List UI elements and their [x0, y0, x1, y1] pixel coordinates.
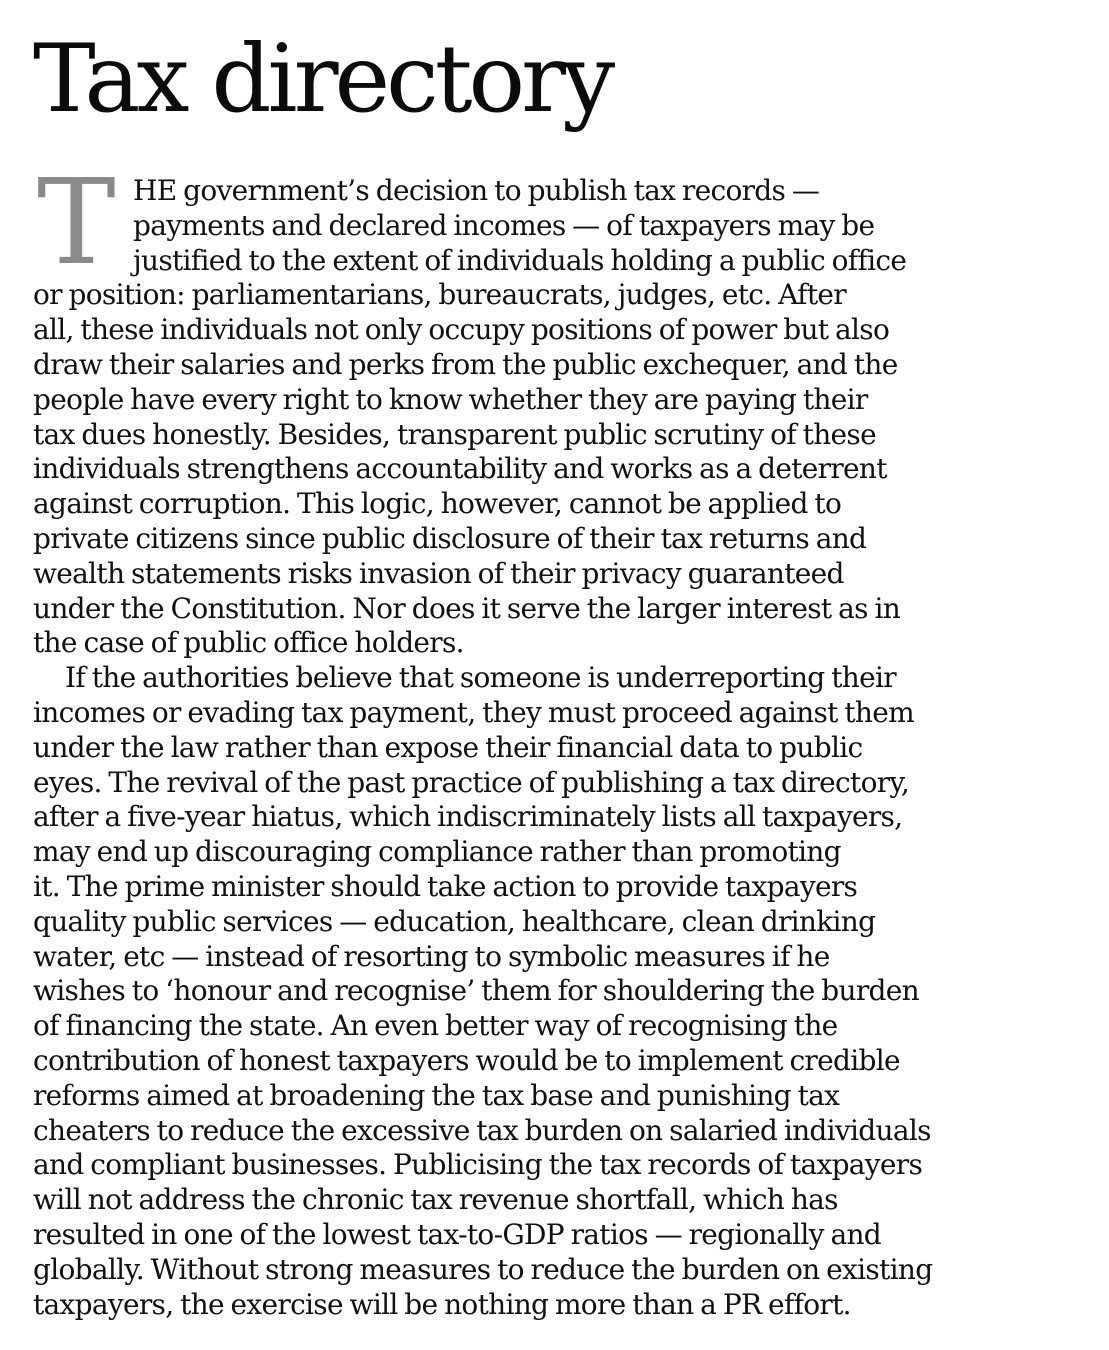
text-line: and compliant businesses. Publicising the tax records of taxpayers — [33, 1148, 923, 1182]
text-line: private citizens since public disclosure of their tax returns and — [33, 521, 867, 555]
text-line: wealth statements risks invasion of their privacy guaranteed — [33, 556, 844, 590]
paragraph-1 — [33, 153, 1089, 661]
text-line: payments and declared incomes — of taxpayers may be — [133, 208, 875, 242]
text-line: cheaters to reduce the excessive tax burden on salaried individuals — [33, 1113, 931, 1147]
article — [33, 20, 1089, 1322]
text-line: reforms aimed at broadening the tax base and punishing tax — [33, 1078, 840, 1112]
text-line: under the law rather than expose their financial data to public — [33, 730, 863, 764]
text-line: or position: parliamentarians, bureaucrats, judges, etc. After — [33, 278, 846, 312]
text-line: wishes to ‘honour and recognise’ them for shouldering the burden — [33, 974, 919, 1008]
headline: Tax directory — [33, 25, 612, 134]
text-line: incomes or evading tax payment, they must proceed against them — [33, 695, 914, 729]
drop-cap-block — [33, 153, 1089, 291]
text-line: individuals strengthens accountability and works as a deterrent — [33, 452, 887, 486]
drop-cap: T — [37, 153, 116, 291]
text-line: quality public services — education, healthcare, clean drinking — [33, 904, 876, 938]
text-line: contribution of honest taxpayers would be to implement credible — [33, 1043, 900, 1077]
text-line: eyes. The revival of the past practice of publishing a tax directory, — [33, 765, 910, 799]
text-line: may end up discouraging compliance rather than promoting — [33, 835, 841, 869]
text-line: against corruption. This logic, however, cannot be applied to — [33, 487, 842, 521]
text-line: under the Constitution. Nor does it serve the larger interest as in — [33, 591, 901, 625]
text-line: If the authorities believe that someone is underreporting their — [65, 661, 896, 695]
paragraph-2 — [33, 661, 1089, 1322]
drop-cap-lines — [133, 174, 906, 278]
text-line: draw their salaries and perks from the public exchequer, and the — [33, 347, 898, 381]
text-line: HE government’s decision to publish tax records — — [133, 174, 820, 207]
text-line: tax dues honestly. Besides, transparent public scrutiny of these — [33, 417, 876, 451]
text-line: people have every right to know whether they are paying their — [33, 382, 868, 416]
text-line: of financing the state. An even better way of recognising the — [33, 1009, 838, 1043]
text-line: will not address the chronic tax revenue shortfall, which has — [33, 1183, 838, 1217]
text-line: resulted in one of the lowest tax-to-GDP ratios — regionally and — [33, 1217, 881, 1251]
text-line: it. The prime minister should take action to provide taxpayers — [33, 869, 858, 903]
text-line: justified to the extent of individuals holding a public office — [133, 243, 907, 277]
text-line: water, etc — instead of resorting to symbolic measures if he — [33, 939, 830, 973]
text-line: all, these individuals not only occupy positions of power but also — [33, 313, 890, 347]
text-line: taxpayers, the exercise will be nothing more than a PR effort. — [33, 1287, 851, 1321]
text-line: globally. Without strong measures to reduce the burden on existing — [33, 1252, 933, 1286]
text-line: the case of public office holders. — [33, 626, 464, 660]
text-line: after a five-year hiatus, which indiscriminately lists all taxpayers, — [33, 800, 903, 834]
